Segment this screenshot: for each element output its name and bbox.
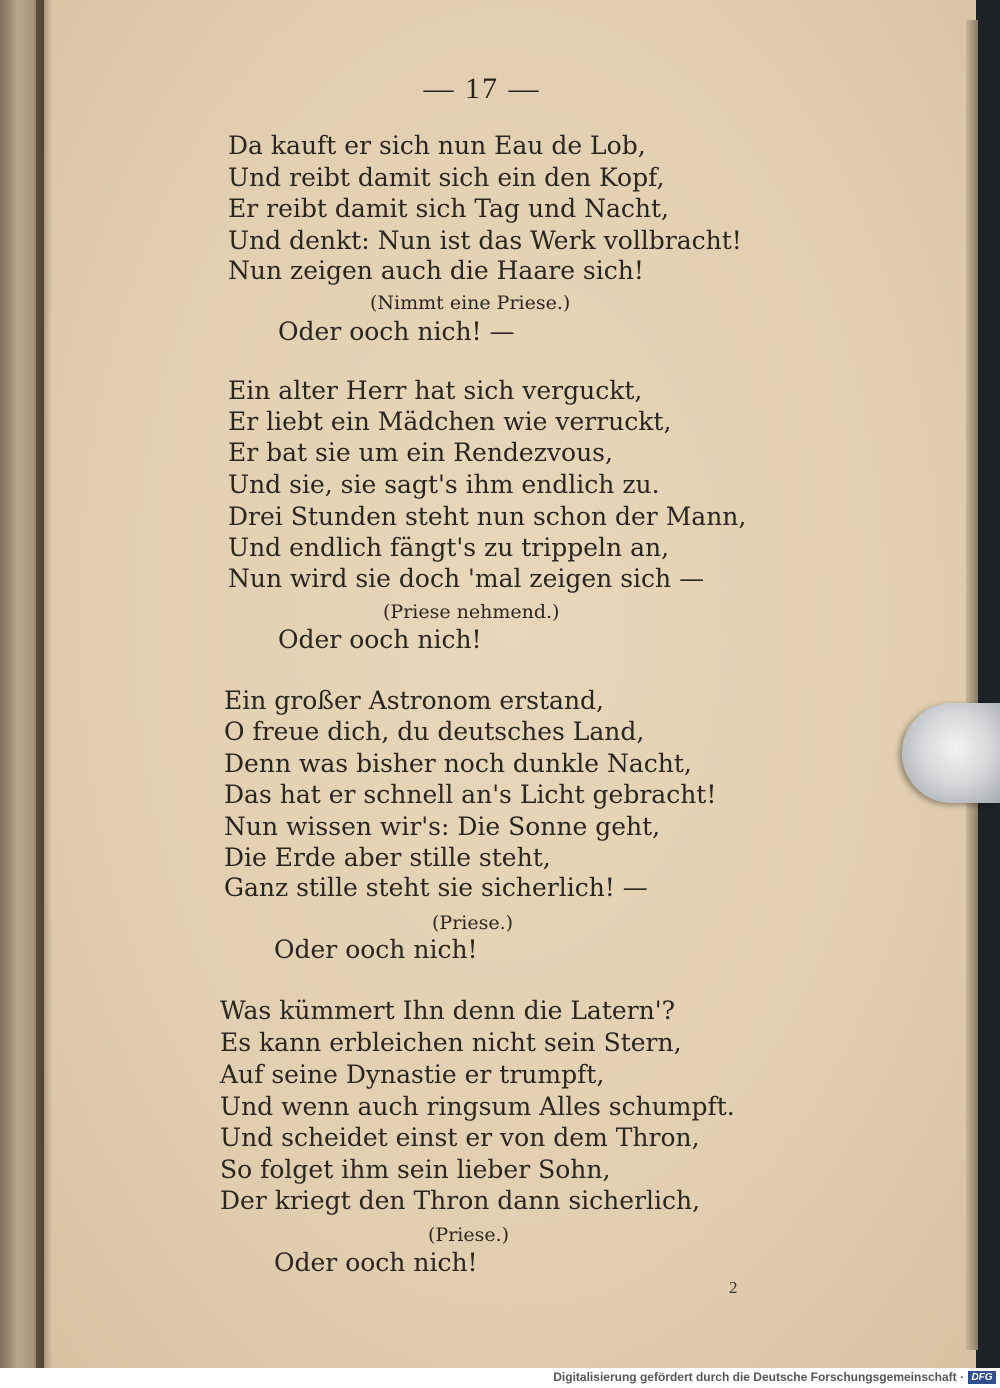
refrain: Oder ooch nich! — xyxy=(278,317,515,346)
refrain: Oder ooch nich! xyxy=(278,625,482,654)
verse-line: Ganz stille steht sie sicherlich! — xyxy=(224,873,648,902)
verse-line: Nun wissen wir's: Die Sonne geht, xyxy=(224,812,661,841)
verse-line: Nun zeigen auch die Haare sich! xyxy=(228,256,644,285)
verse-line: Und scheidet einst er von dem Thron, xyxy=(220,1123,700,1152)
digitization-footer xyxy=(0,1368,1000,1388)
sheet-signature: 2 xyxy=(729,1278,738,1297)
verse-line: Und endlich fängt's zu trippeln an, xyxy=(228,533,670,562)
verse-line: Und denkt: Nun ist das Werk vollbracht! xyxy=(228,226,742,255)
stage-direction: (Priese.) xyxy=(428,1224,510,1246)
verse-line: So folget ihm sein lieber Sohn, xyxy=(220,1155,611,1184)
verse-line: Auf seine Dynastie er trumpft, xyxy=(220,1060,605,1089)
verse-line: O freue dich, du deutsches Land, xyxy=(224,717,645,746)
verse-line: Die Erde aber stille steht, xyxy=(224,843,551,872)
verse-line: Denn was bisher noch dunkle Nacht, xyxy=(224,749,692,778)
verse-line: Er bat sie um ein Rendezvous, xyxy=(228,438,613,467)
verse-line: Da kauft er sich nun Eau de Lob, xyxy=(228,131,646,160)
funding-credit: Digitalisierung gefördert durch die Deutsche Forschungsgemeinschaft · xyxy=(553,1370,964,1384)
page-number: — 17 — xyxy=(423,72,541,105)
verse-line: Und sie, sie sagt's ihm endlich zu. xyxy=(228,470,660,499)
dfg-logo: DFG xyxy=(968,1371,996,1384)
verse-line: Nun wird sie doch 'mal zeigen sich — xyxy=(228,564,705,593)
verse-line: Das hat er schnell an's Licht gebracht! xyxy=(224,780,717,809)
verse-line: Und wenn auch ringsum Alles schumpft. xyxy=(220,1092,735,1121)
stage-direction: (Priese nehmend.) xyxy=(383,601,560,623)
verse-line: Es kann erbleichen nicht sein Stern, xyxy=(220,1028,682,1057)
stage-direction: (Priese.) xyxy=(432,912,514,934)
verse-line: Ein alter Herr hat sich verguckt, xyxy=(228,376,643,405)
verse-line: Was kümmert Ihn denn die Latern'? xyxy=(220,996,675,1025)
refrain: Oder ooch nich! xyxy=(274,1248,478,1277)
verse-line: Drei Stunden steht nun schon der Mann, xyxy=(228,502,747,531)
refrain: Oder ooch nich! xyxy=(274,935,478,964)
verse-line: Er reibt damit sich Tag und Nacht, xyxy=(228,194,669,223)
stage-direction: (Nimmt eine Priese.) xyxy=(370,292,571,314)
verse-line: Und reibt damit sich ein den Kopf, xyxy=(228,163,665,192)
verse-line: Ein großer Astronom erstand, xyxy=(224,686,605,715)
verse-line: Er liebt ein Mädchen wie verruckt, xyxy=(228,407,672,436)
verse-line: Der kriegt den Thron dann sicherlich, xyxy=(220,1186,701,1215)
